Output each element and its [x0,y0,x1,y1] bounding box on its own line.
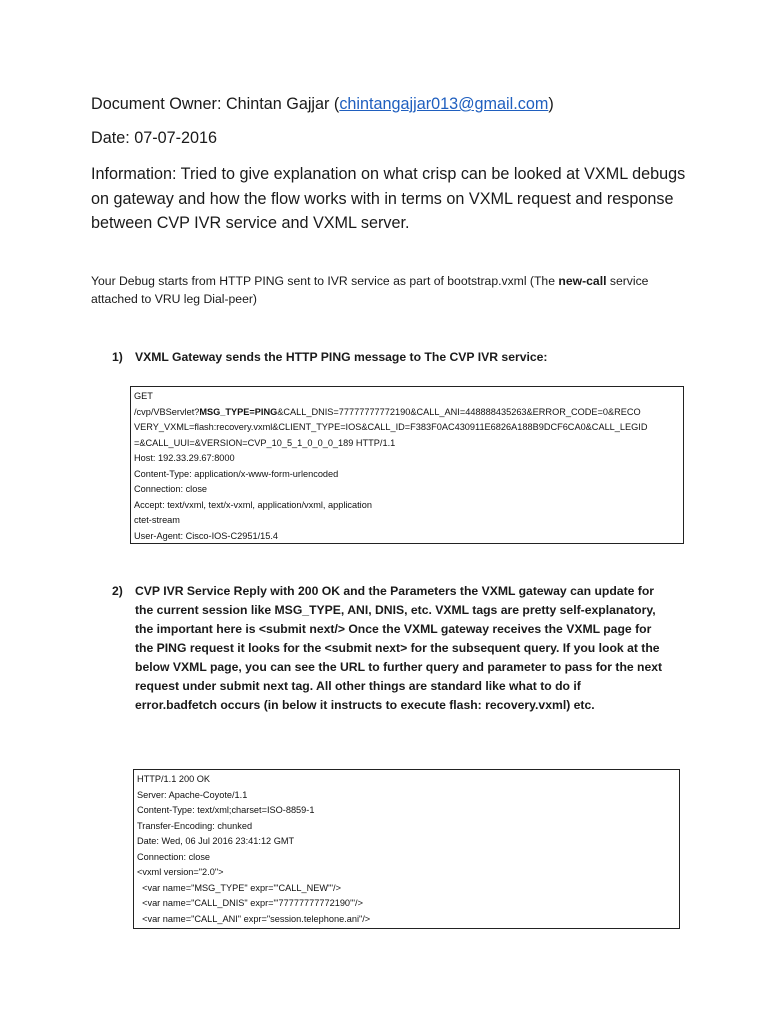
document-owner: Document Owner: Chintan Gajjar (chintangajjar013@gmail.com) [91,95,554,113]
owner-email-link[interactable]: chintangajjar013@gmail.com [339,95,549,113]
code-line: Content-Type: application/x-www-form-urlencoded [134,468,339,479]
step-2-number: 2) [112,584,123,598]
code-line: <var name="CALL_DNIS" expr="'77777777772190'"/> [137,898,363,908]
code-line: Host: 192.33.29.67:8000 [134,453,235,463]
step-1-number: 1) [112,350,123,364]
code-line: =&CALL_UUI=&VERSION=CVP_10_5_1_0_0_0_189 HTTP/1.1 [134,437,396,448]
code-line: <var name="MSG_TYPE" expr="'CALL_NEW'"/> [137,882,341,893]
code-line: Connection: close [137,851,211,862]
document-information: Information: Tried to give explanation on what crisp can be looked at VXML debugs on gateway and how the flow works with in terms on VXML request and response between CVP IVR service and VXML server. [91,165,686,232]
document-date: Date: 07-07-2016 [91,129,217,147]
code-line: Content-Type: text/xml;charset=ISO-8859-1 [137,805,315,815]
code-line: Connection: close [134,484,208,494]
code-line: HTTP/1.1 200 OK [137,774,211,784]
http-ping-request-box [130,386,684,544]
step-2-text: CVP IVR Service Reply with 200 OK and the Parameters the VXML gateway can update for the current session like MSG_TYPE, ANI, DNIS, etc. VXML tags are pretty self-explanatory, the important here is <submit next/> Once the VXML gateway receives the VXML page for the PING request it looks for the <submit next> for the subsequent query. If you look at the below VXML page, you can see the URL to further query and parameter to pass for the next request under submit next tag. All other things are standard like what to do if error.badfetch occurs (in below it instructs to execute flash: recovery.vxml) etc. [135,584,663,712]
code-line: GET [134,391,153,401]
code-line: Accept: text/vxml, text/x-vxml, application/vxml, application [134,499,372,510]
code-line: User-Agent: Cisco-IOS-C2951/15.4 [134,530,278,541]
code-line: Date: Wed, 06 Jul 2016 23:41:12 GMT [137,836,295,846]
intro-paragraph: Your Debug starts from HTTP PING sent to IVR service as part of bootstrap.vxml (The new-call service attached to VRU leg Dial-peer) [91,274,649,306]
code-line: <vxml version="2.0"> [137,867,224,877]
code-line: VERY_VXML=flash:recovery.vxml&CLIENT_TYPE=IOS&CALL_ID=F383F0AC430911E6826A188B9DCF6CA0&CALL_LEGID [134,422,648,432]
code-line: /cvp/VBServlet?MSG_TYPE=PING&CALL_DNIS=77777777772190&CALL_ANI=448888435263&ERROR_CODE=0&RECO [134,406,641,417]
http-200-response-box [133,769,680,929]
code-line: Transfer-Encoding: chunked [137,820,253,831]
code-line: ctet-stream [134,515,180,525]
code-line: Server: Apache-Coyote/1.1 [137,789,248,800]
code-line: <var name="CALL_ANI" expr="session.telephone.ani"/> [137,913,371,924]
step-1-text: VXML Gateway sends the HTTP PING message to The CVP IVR service: [135,350,548,364]
new-call-term: new-call [558,274,607,288]
